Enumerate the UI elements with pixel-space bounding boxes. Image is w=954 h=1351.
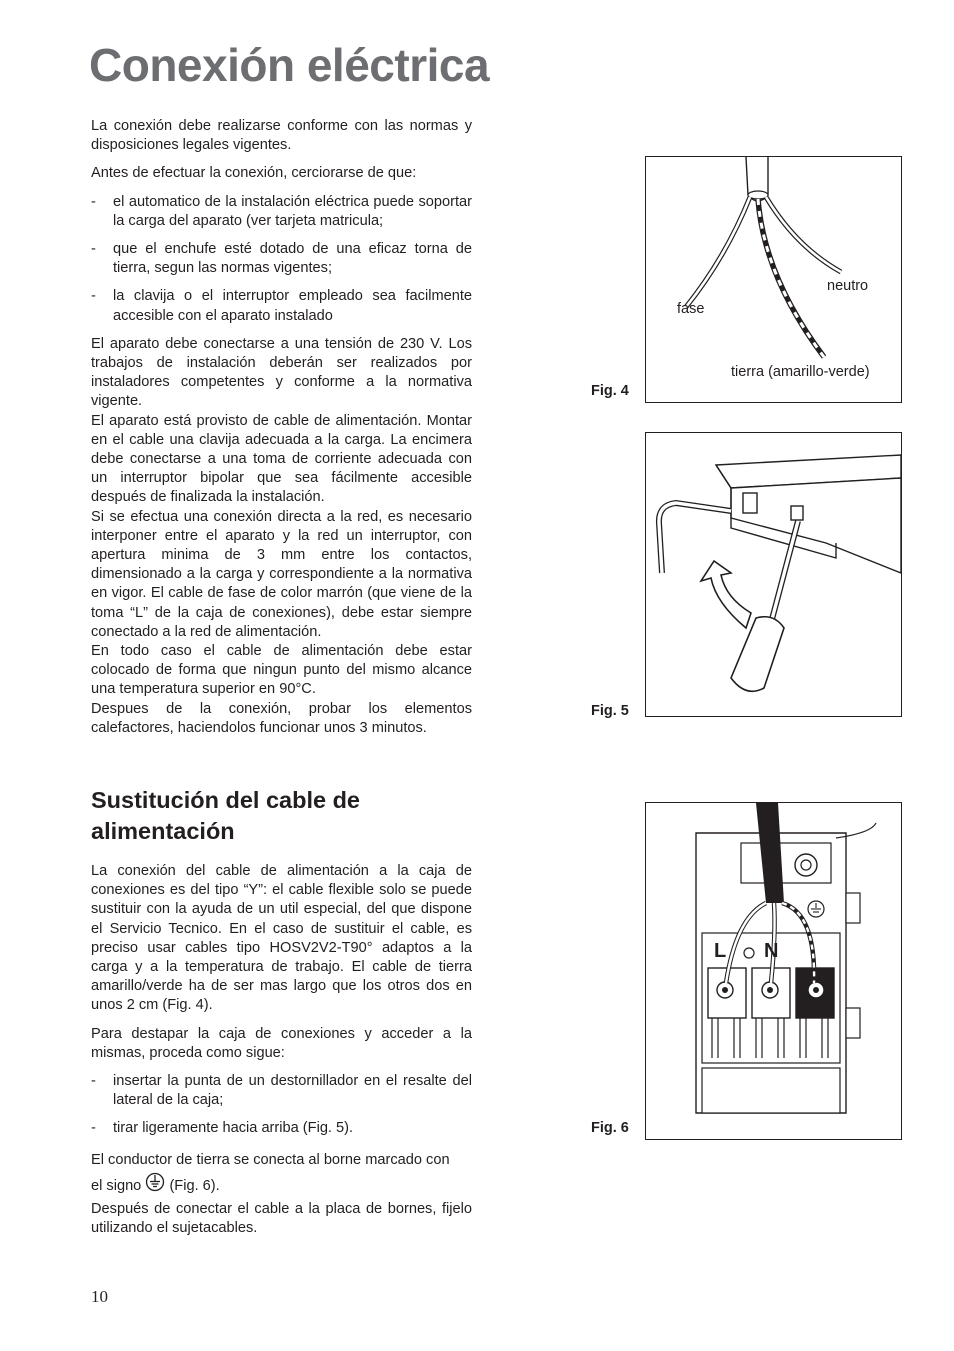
terminal-block-illustration xyxy=(646,803,901,1139)
earth-paragraph: El conductor de tierra se conecta al borne marcado con el signo (Fig. 6). xyxy=(91,1148,472,1200)
phase-label: fase xyxy=(677,301,705,317)
temperature-paragraph: En todo caso el cable de alimentación debe estar colocado de forma que ningun punto del mismo alcance una temperatura superior en 90°C. xyxy=(91,643,472,698)
section-heading-cable-replacement: Sustitución del cable de alimentación xyxy=(91,787,360,844)
test-paragraph: Despues de la conexión, probar los elementos calefactores, haciendolos funcionar unos 3 minutos. xyxy=(91,700,472,736)
list-item: - la clavija o el interruptor empleado sea facilmente accesible con el aparato instalado xyxy=(91,288,472,324)
figure-6-caption: Fig. 6 xyxy=(591,1120,629,1136)
terminal-n-label: N xyxy=(764,940,779,962)
requirements-list xyxy=(91,193,472,326)
earth-label: tierra (amarillo-verde) xyxy=(731,364,870,380)
figure-5-open-box xyxy=(645,432,902,717)
type-y-paragraph: La conexión del cable de alimentación a la caja de conexiones es del tipo “Y”: el cable flexible solo se puede sustituir con la ayuda de un util especial, del que dispone el Servicio Tecnico. En el caso de sustituir el cable, es preciso usar cables tipo HOSV2V2-T90° adaptos a la carga y a la temperatura de trabajo. El cable de tierra amarillo/verde ha de ser mas largo que los otros dos en unos 2 cm (Fig. 4). xyxy=(91,863,472,1014)
terminal-l-label: L xyxy=(714,940,727,962)
figure-4-cable-wires xyxy=(645,156,902,403)
direct-connection-paragraph: Si se efectua una conexión directa a la red, es necesario interponer entre el aparato y la red un interruptor, con apertura minima de 3 mm entre los contactos, dimensionado a la carga y correspondiente a la normativa en vigor. El cable de fase de color marrón (que viene de la toma “L” de la caja de conexiones), debe estar siempre conectado a la red de alimentación. xyxy=(91,508,472,640)
page-title: Conexión eléctrica xyxy=(89,39,490,91)
screwdriver-illustration xyxy=(646,433,901,716)
list-item: - insertar la punta de un destornillador en el resalte del lateral de la caja; xyxy=(91,1073,472,1109)
section-cable-replacement xyxy=(91,862,472,1238)
list-item: - que el enchufe esté dotado de una eficaz torna de tierra, segun las normas vigentes; xyxy=(91,241,472,277)
before-paragraph: Antes de efectuar la conexión, cerciorarse de que: xyxy=(91,165,417,182)
page-number: 10 xyxy=(91,1287,108,1306)
open-box-paragraph: Para destapar la caja de conexiones y acceder a la mismas, proceda como sigue: xyxy=(91,1025,472,1061)
figure-5-caption: Fig. 5 xyxy=(591,703,629,719)
cable-fix-paragraph: Después de conectar el cable a la placa de bornes, fijelo utilizando el sujetacables. xyxy=(91,1200,472,1236)
voltage-paragraph: El aparato debe conectarse a una tensión de 230 V. Los trabajos de instalación deberán ser realizados por instaladores competentes y conforme a la normativa vigente. xyxy=(91,335,472,410)
list-item: - el automatico de la instalación eléctrica puede soportar la carga del aparato (ver tarjeta matricula; xyxy=(91,193,472,229)
cable-paragraph: El aparato está provisto de cable de alimentación. Montar en el cable una clavija adecuada a la carga. La encimera debe conectarse a una toma de corriente adecuada con un interruptor bipolar que sea fácilmente accesible después de finalizada la instalación. xyxy=(91,412,472,506)
steps-list xyxy=(91,1072,472,1139)
neutral-label: neutro xyxy=(827,278,869,294)
section-electrical-connection xyxy=(91,117,472,738)
intro-paragraph: La conexión debe realizarse conforme con las normas y disposiciones legales vigentes. xyxy=(91,118,472,154)
figure-4-caption: Fig. 4 xyxy=(591,383,629,399)
list-item: - tirar ligeramente hacia arriba (Fig. 5). xyxy=(91,1120,354,1137)
earth-ground-icon xyxy=(145,1172,165,1200)
figure-6-terminal-block xyxy=(645,802,902,1140)
